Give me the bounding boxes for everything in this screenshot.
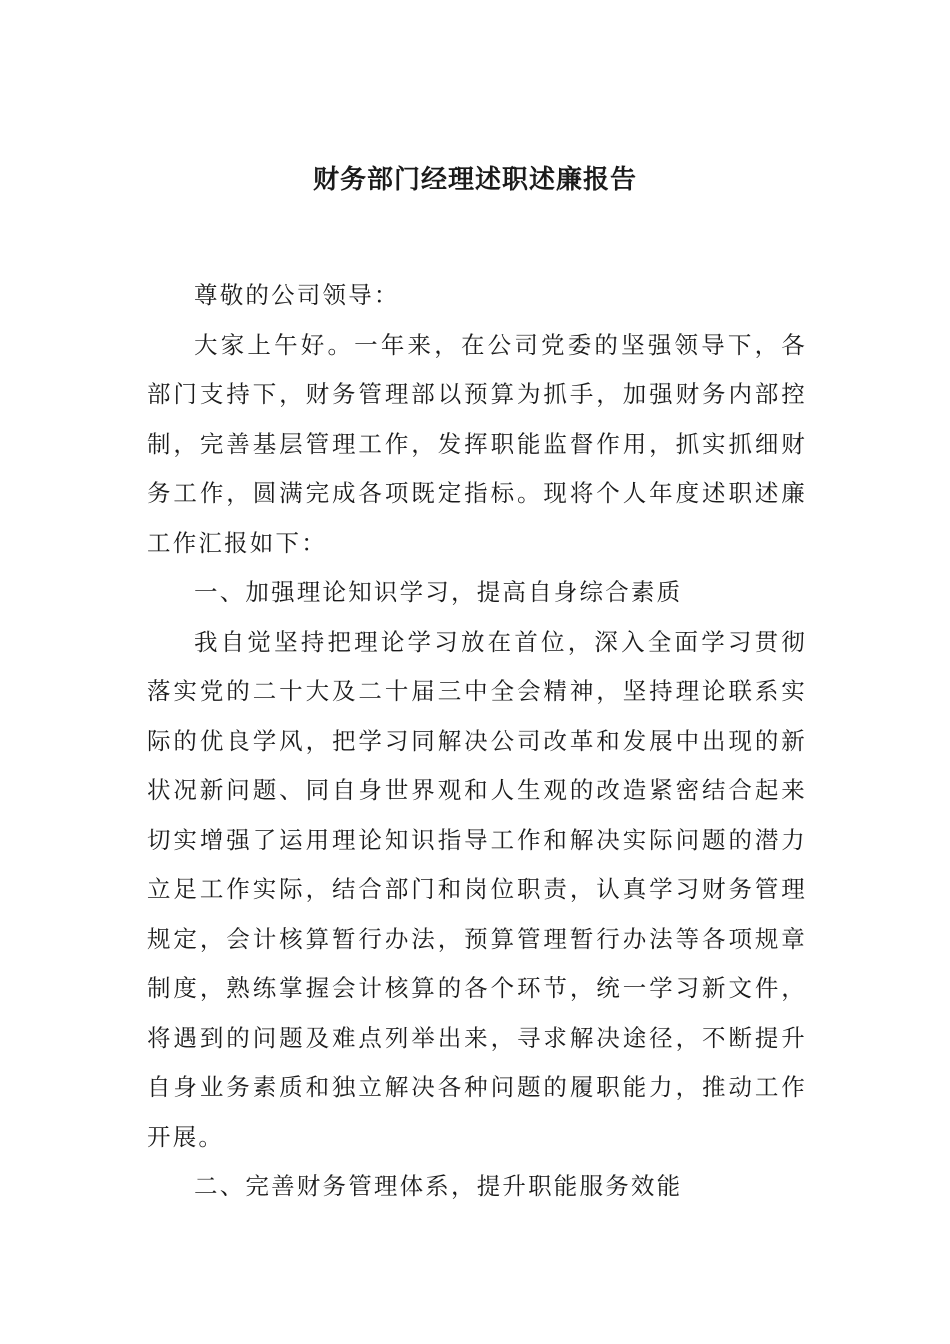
document-title: 财务部门经理述职述廉报告 — [312, 165, 637, 195]
section-1-heading: 一、加强理论知识学习，提高自身综合素质 — [194, 578, 683, 606]
section-1-paragraph: 我自觉坚持把理论学习放在首位，深入全面学习贯彻落实党的二十大及二十届三中全会精神，坚持理论联系实际的优良学风，把学习同解决公司改革和发展中出现的新状况新问题、同自身世界观和人生观的改造紧密结合起来切实增强了运用理论知识指导工作和解决实际问题的潜力立足工作实际，结合部门和岗位职责，认真学习财务管理规定，会计核算暂行办法，预算管理暂行办法等各项规章制度，熟练掌握会计核算的各个环节，统一学习新文件，将遇到的问题及难点列举出来，寻求解决途径，不断提升自身业务素质和独立解决各种问题的履职能力，推动工作开展。 — [147, 627, 807, 1151]
section-2-heading: 二、完善财务管理体系，提升职能服务效能 — [194, 1172, 683, 1200]
document-body — [147, 271, 807, 1212]
intro-paragraph: 大家上午好。一年来，在公司党委的坚强领导下，各部门支持下，财务管理部以预算为抓手，加强财务内部控制，完善基层管理工作，发挥职能监督作用，抓实抓细财务工作，圆满完成各项既定指标。现将个人年度述职述廉工作汇报如下： — [147, 330, 807, 557]
greeting-paragraph: 尊敬的公司领导： — [194, 281, 400, 309]
